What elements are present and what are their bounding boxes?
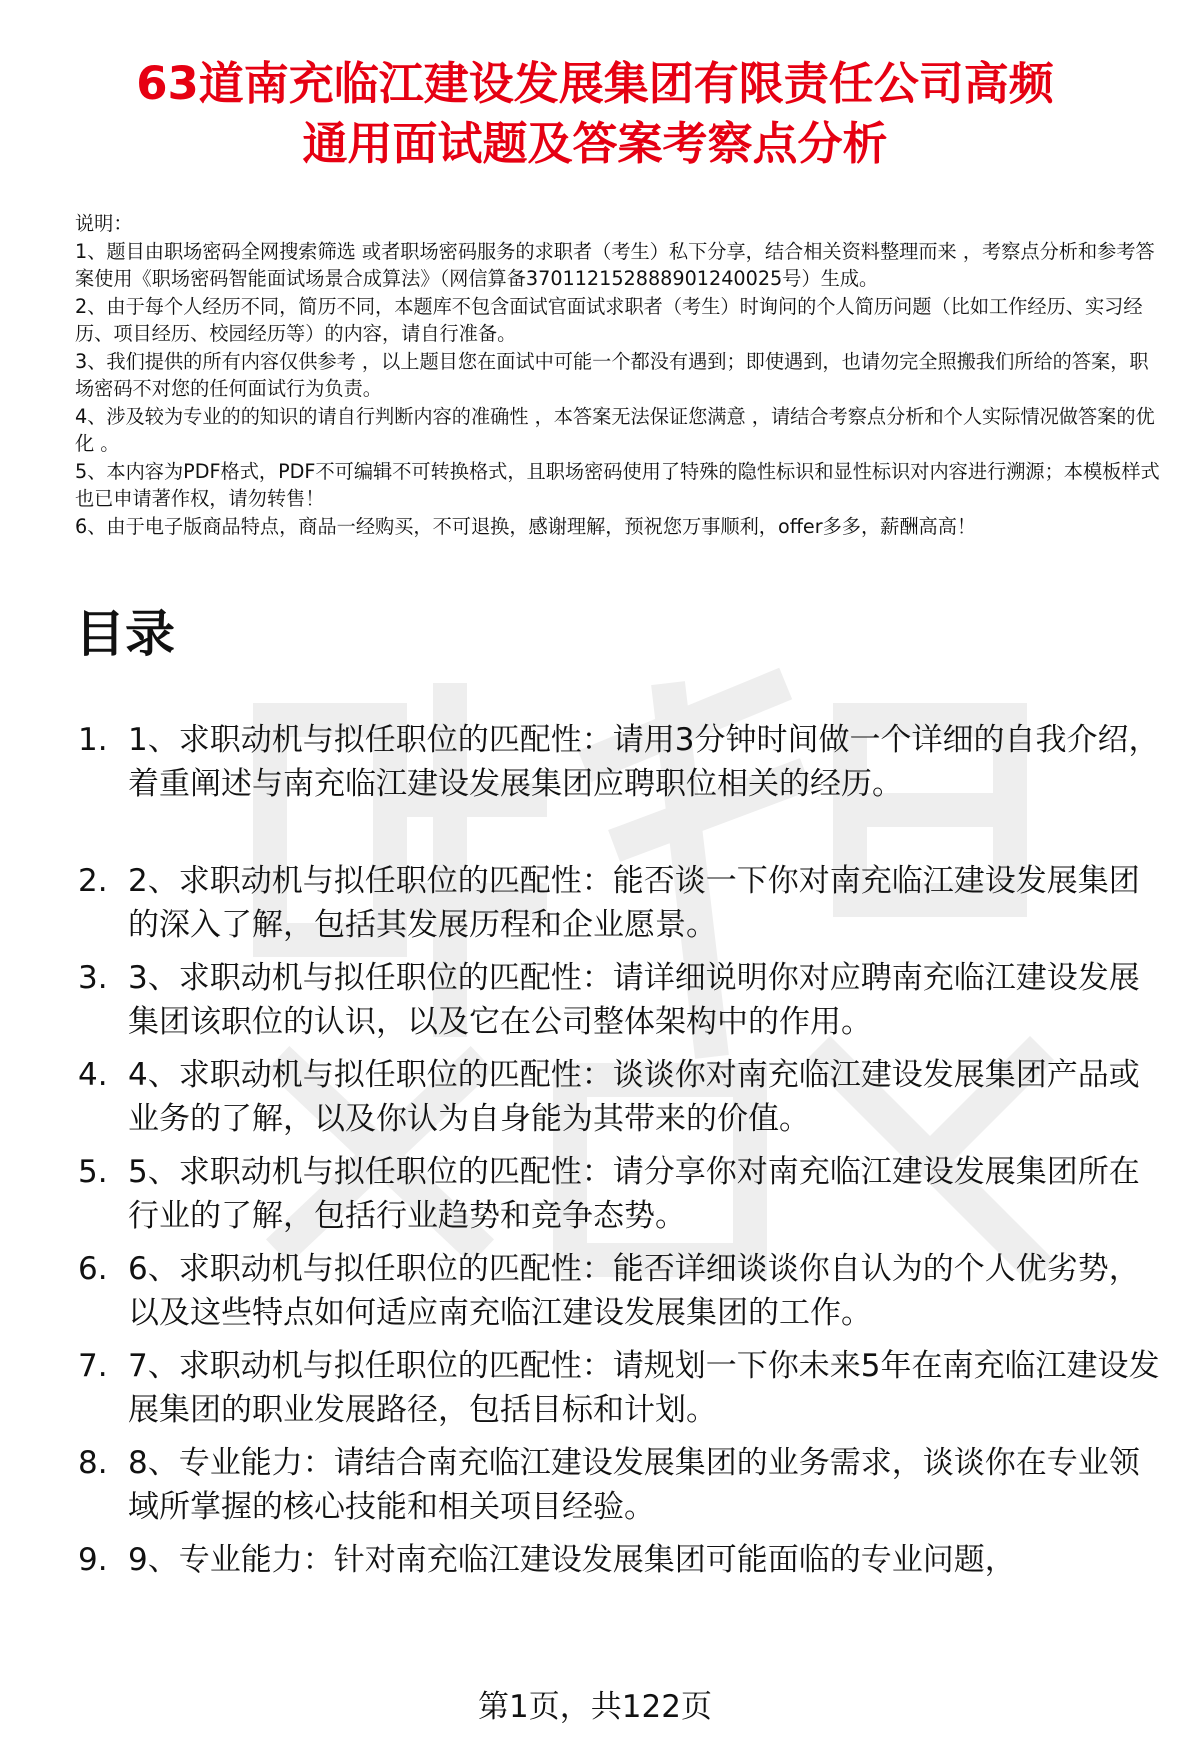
toc-item-text[interactable]: 5、求职动机与拟任职位的匹配性：请分享你对南充临江建设发展集团所在行业的了解，包括行业趋势和竞争态势。	[128, 1154, 1140, 1234]
toc-item[interactable]	[0, 1441, 1190, 1538]
toc-item-number: 3.	[78, 960, 108, 996]
toc-item[interactable]	[0, 859, 1190, 956]
notes-section	[75, 210, 1165, 540]
document-title	[60, 54, 1130, 174]
notes-item: 6、由于电子版商品特点，商品一经购买，不可退换，感谢理解，预祝您万事顺利，offer多多，薪酬高高！	[75, 514, 977, 538]
toc-item-text[interactable]: 4、求职动机与拟任职位的匹配性：谈谈你对南充临江建设发展集团产品或业务的了解，以及你认为自身能为其带来的价值。	[128, 1057, 1140, 1137]
toc-item[interactable]	[0, 1538, 1190, 1586]
toc-item-number: 4.	[78, 1057, 108, 1093]
toc-item[interactable]	[0, 1247, 1190, 1344]
toc-item[interactable]	[0, 1344, 1190, 1441]
toc-item-text[interactable]: 3、求职动机与拟任职位的匹配性：请详细说明你对应聘南充临江建设发展集团该职位的认识，以及它在公司整体架构中的作用。	[128, 960, 1140, 1040]
toc-item-number: 1.	[78, 722, 108, 758]
document-title-line-1: 63道南充临江建设发展集团有限责任公司高频	[136, 57, 1054, 110]
toc-list	[0, 718, 1190, 1586]
toc-item-text[interactable]: 6、求职动机与拟任职位的匹配性：能否详细谈谈你自认为的个人优劣势，以及这些特点如何适应南充临江建设发展集团的工作。	[128, 1251, 1140, 1331]
toc-item-text[interactable]: 7、求职动机与拟任职位的匹配性：请规划一下你未来5年在南充临江建设发展集团的职业发展路径，包括目标和计划。	[128, 1348, 1160, 1428]
toc-item-number: 5.	[78, 1154, 108, 1190]
notes-heading: 说明：	[75, 212, 133, 235]
toc-item-number: 9.	[78, 1542, 108, 1578]
toc-item[interactable]	[0, 1150, 1190, 1247]
toc-item[interactable]	[0, 1053, 1190, 1150]
toc-heading: 目录	[75, 605, 175, 663]
toc-item-text[interactable]: 8、专业能力：请结合南充临江建设发展集团的业务需求，谈谈你在专业领域所掌握的核心技能和相关项目经验。	[128, 1445, 1140, 1525]
notes-item: 2、由于每个人经历不同，简历不同，本题库不包含面试官面试求职者（考生）时询问的个人简历问题（比如工作经历、实习经历、项目经历、校园经历等）的内容，请自行准备。	[75, 294, 1143, 345]
document-title-line-2: 通用面试题及答案考察点分析	[302, 117, 888, 170]
toc-item[interactable]	[0, 956, 1190, 1053]
notes-item: 4、涉及较为专业的的知识的请自行判断内容的准确性 ，本答案无法保证您满意 ，请结合考察点分析和个人实际情况做答案的优化 。	[75, 404, 1155, 455]
page-number-footer: 第1页，共122页	[478, 1689, 712, 1725]
toc-item-number: 6.	[78, 1251, 108, 1287]
notes-item: 3、我们提供的所有内容仅供参考 ，以上题目您在面试中可能一个都没有遇到；即使遇到，也请勿完全照搬我们所给的答案，职场密码不对您的任何面试行为负责。	[75, 349, 1149, 400]
toc-item-text[interactable]: 9、专业能力：针对南充临江建设发展集团可能面临的专业问题，	[128, 1542, 1016, 1578]
notes-item: 5、本内容为PDF格式，PDF不可编辑不可转换格式，且职场密码使用了特殊的隐性标识和显性标识对内容进行溯源；本模板样式也已申请著作权，请勿转售！	[75, 459, 1160, 510]
notes-item: 1、题目由职场密码全网搜索筛选 或者职场密码服务的求职者（考生）私下分享，结合相关资料整理而来 ，考察点分析和参考答案使用《职场密码智能面试场景合成算法》（网信算备370112152888901240025号）生成。	[75, 239, 1155, 290]
toc-item[interactable]	[0, 718, 1190, 859]
toc-item-number: 8.	[78, 1445, 108, 1481]
toc-item-number: 2.	[78, 863, 108, 899]
toc-item-text[interactable]: 2、求职动机与拟任职位的匹配性：能否谈一下你对南充临江建设发展集团的深入了解，包括其发展历程和企业愿景。	[128, 863, 1140, 943]
toc-item-text[interactable]: 1、求职动机与拟任职位的匹配性：请用3分钟时间做一个详细的自我介绍，着重阐述与南充临江建设发展集团应聘职位相关的经历。	[128, 722, 1160, 802]
toc-item-number: 7.	[78, 1348, 108, 1384]
